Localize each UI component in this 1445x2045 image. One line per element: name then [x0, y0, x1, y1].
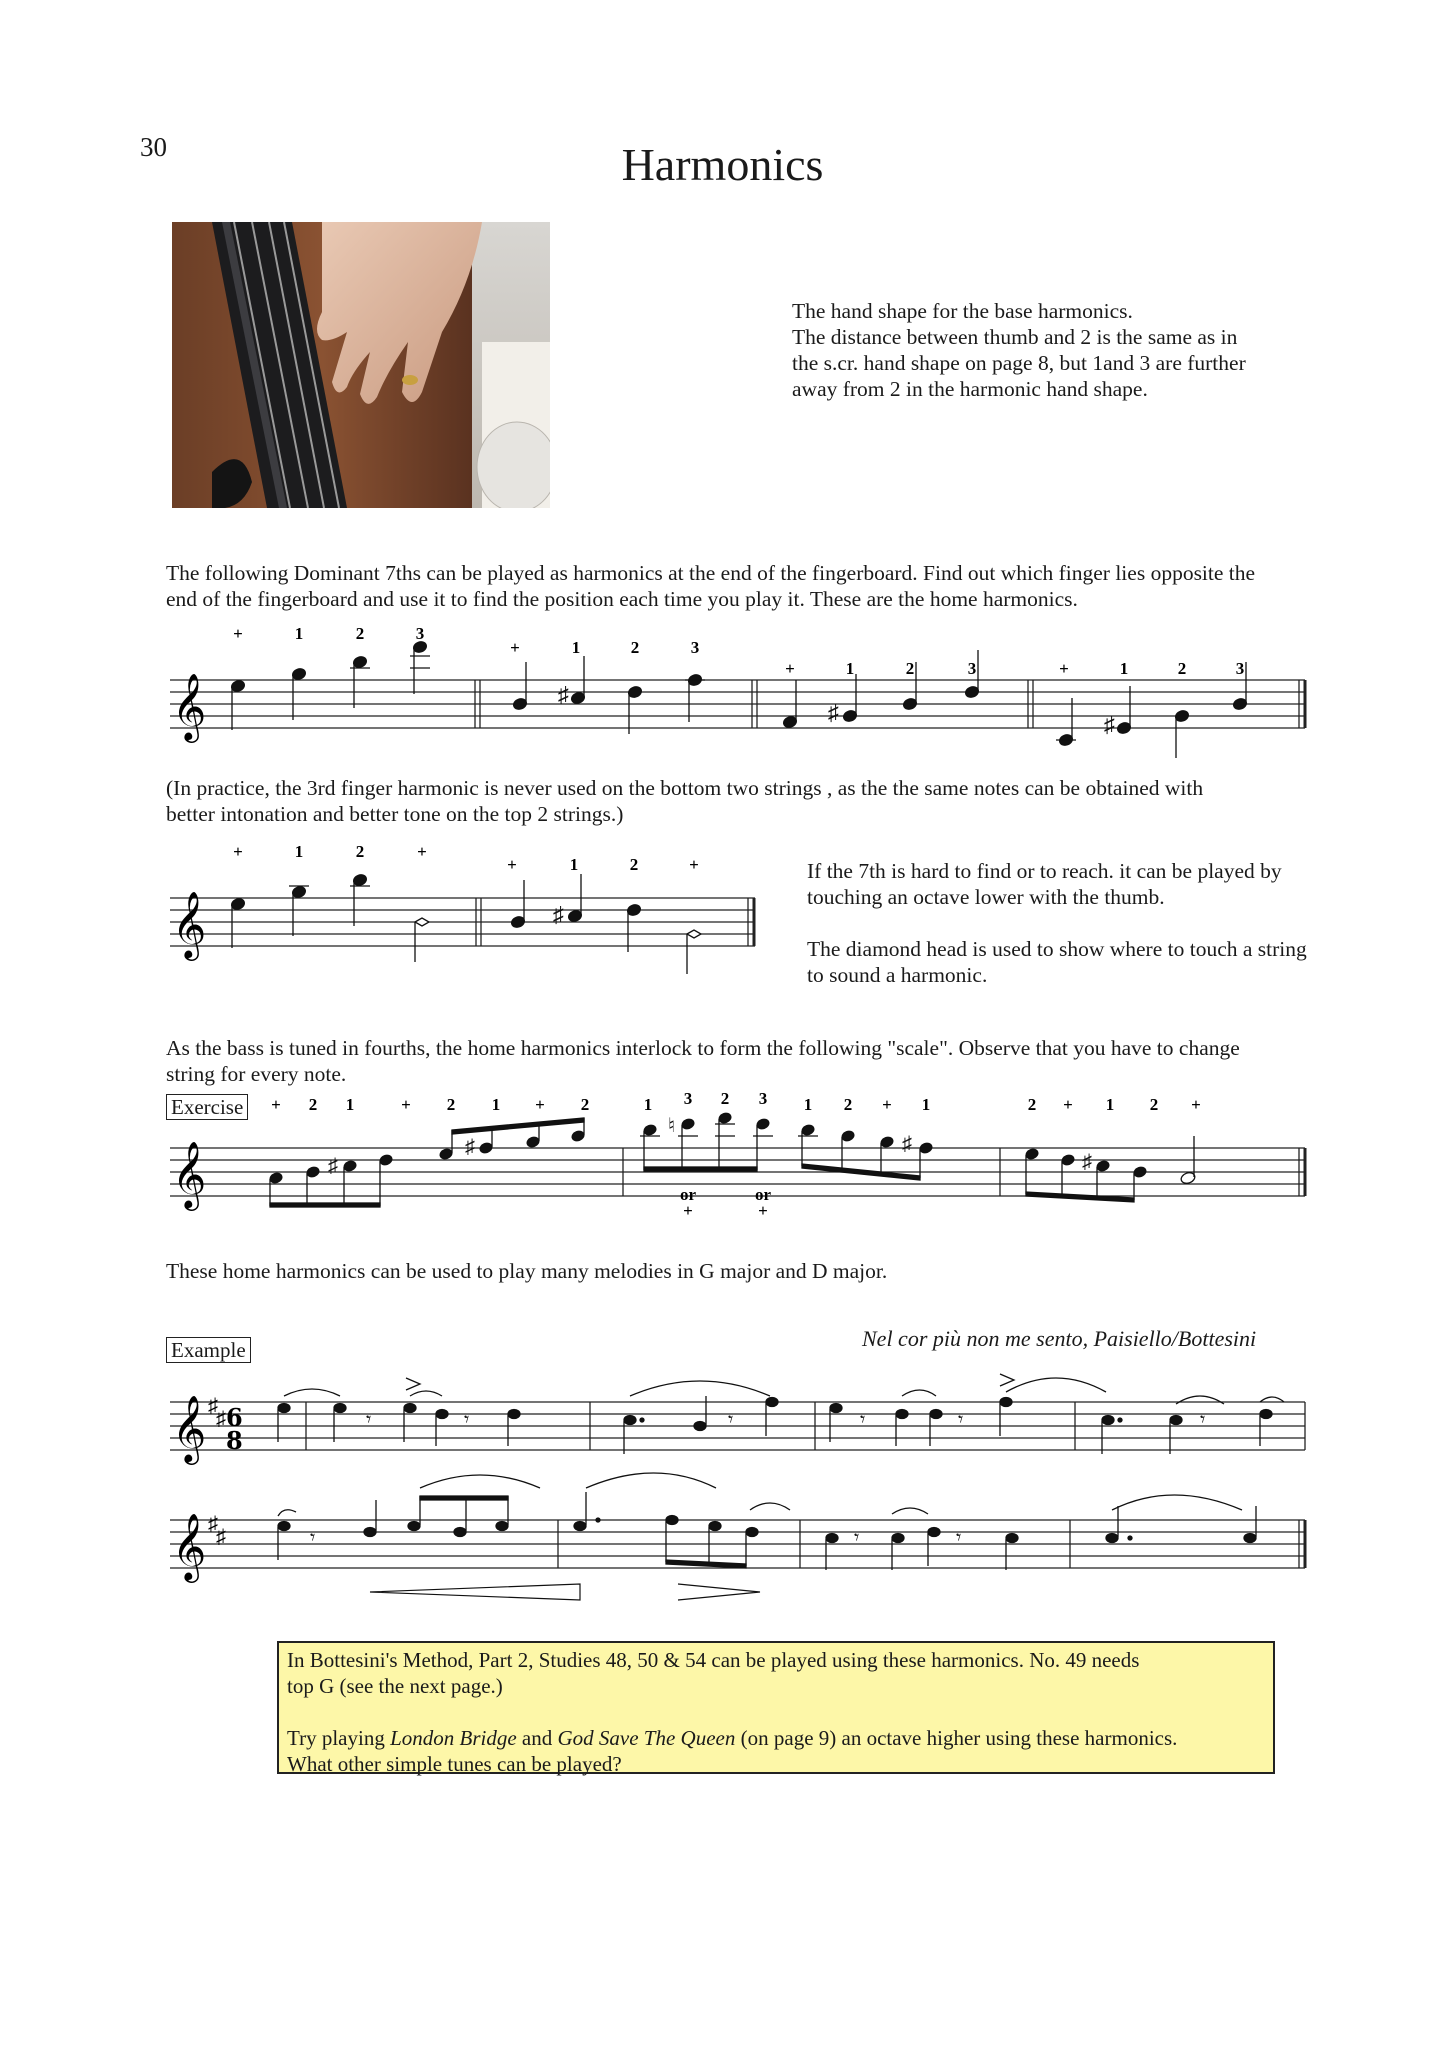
fingering: + [417, 842, 427, 861]
treble-clef-icon: 𝄞 [172, 672, 207, 740]
fingering: 2 [1177, 659, 1187, 678]
fingering: 3 [1235, 659, 1245, 678]
page-title: Harmonics [621, 139, 824, 190]
photo-caption [792, 298, 1252, 402]
fingering: 1 [491, 1095, 501, 1114]
fingering: 2 [720, 1090, 730, 1108]
practice-line-2: better intonation and better tone on the top 2 strings.) [166, 802, 624, 826]
fingering: 1 [1119, 659, 1129, 678]
fingering: 2 [308, 1095, 318, 1114]
fingering: 1 [571, 638, 581, 657]
sharp-icon: ♯ [208, 1513, 218, 1535]
sharp-icon: ♯ [216, 1526, 226, 1548]
fingering: + [689, 855, 699, 874]
sharp-icon: ♯ [216, 1408, 226, 1430]
svg-text:𝄾: 𝄾 [728, 1409, 734, 1431]
fingering: 2 [905, 659, 915, 678]
fingering: 3 [758, 1090, 768, 1108]
svg-text:♯: ♯ [1104, 712, 1115, 737]
fingering: 1 [643, 1095, 653, 1114]
or-plus: + [758, 1201, 768, 1220]
fingering: 1 [921, 1095, 931, 1114]
svg-text:𝄾: 𝄾 [956, 1527, 962, 1549]
svg-text:𝄾: 𝄾 [860, 1409, 866, 1431]
fingering: 1 [803, 1095, 813, 1114]
octave-touch-note [807, 858, 1307, 988]
svg-text:𝄾: 𝄾 [464, 1409, 470, 1431]
fingering: 1 [345, 1095, 355, 1114]
svg-text:♯: ♯ [465, 1136, 475, 1158]
svg-text:𝄾: 𝄾 [1200, 1409, 1206, 1431]
svg-text:♯: ♯ [553, 902, 564, 927]
exercise-label: Exercise [166, 1094, 248, 1120]
svg-text:♮: ♮ [668, 1115, 676, 1137]
svg-text:♯: ♯ [828, 700, 839, 725]
fingering: 2 [1149, 1095, 1159, 1114]
intro-paragraph [166, 560, 1316, 612]
fingering: 1 [845, 659, 855, 678]
intro-line-2: end of the fingerboard and use it to find the position each time you play it. These are the home harmonics. [166, 587, 1078, 611]
treble-clef-icon: 𝄞 [172, 890, 207, 958]
fingering: + [785, 659, 795, 678]
fingering: 3 [415, 624, 425, 643]
fingering: 2 [843, 1095, 853, 1114]
fingering: 3 [690, 638, 700, 657]
svg-text:♯: ♯ [902, 1133, 912, 1155]
fingering: 3 [683, 1090, 693, 1108]
fingering: 1 [1105, 1095, 1115, 1114]
fingering: + [233, 624, 243, 643]
page-number: 30 [140, 132, 167, 162]
info-box [277, 1641, 1275, 1774]
practice-note [166, 775, 1203, 827]
svg-text:𝄾: 𝄾 [958, 1409, 964, 1431]
octave-touch-staff [160, 832, 760, 982]
svg-text:𝄾: 𝄾 [310, 1527, 316, 1549]
fingering: 1 [294, 842, 304, 861]
fingering: + [401, 1095, 411, 1114]
fingering: + [1063, 1095, 1073, 1114]
info-line-4: What other simple tunes can be played? [287, 1752, 622, 1776]
svg-text:𝄾: 𝄾 [854, 1527, 860, 1549]
fingering: 2 [630, 638, 640, 657]
treble-clef-icon: 𝄞 [172, 1512, 207, 1580]
time-signature-bottom: 8 [226, 1426, 243, 1455]
intro-line-1: The following Dominant 7ths can be played as harmonics at the end of the fingerboard. Find out which finger lies opposite the [166, 561, 1256, 585]
fingering: + [233, 842, 243, 861]
treble-clef-icon: 𝄞 [172, 1140, 207, 1208]
fingering: + [535, 1095, 545, 1114]
or-label: or [679, 1185, 697, 1204]
side-text-2: The diamond head is used to show where to touch a string to sound a harmonic. [807, 937, 1307, 987]
fingering: + [1059, 659, 1069, 678]
svg-text:♯: ♯ [328, 1155, 338, 1177]
fingering: 1 [294, 624, 304, 643]
fingering: + [1191, 1095, 1201, 1114]
info-line-1: In Bottesini's Method, Part 2, Studies 48, 50 & 54 can be played using these harmonics. No. 49 needs [287, 1648, 1140, 1672]
scale-line-2: string for every note. [166, 1062, 347, 1086]
photo-caption-text: The hand shape for the base harmonics. The distance between thumb and 2 is the same as in the s.cr. hand shape on page 8, but 1and 3 are further away from 2 in the harmonic hand shape. [792, 299, 1246, 401]
fingering: + [507, 855, 517, 874]
fingering: 2 [355, 624, 365, 643]
melodies-paragraph: These home harmonics can be used to play many melodies in G major and D major. [166, 1259, 888, 1283]
piece-credit: Nel cor più non me sento, Paisiello/Bottesini [862, 1326, 1257, 1351]
hand-shape-photo [172, 222, 550, 508]
fingering: 3 [967, 659, 977, 678]
sharp-icon: ♯ [208, 1395, 218, 1417]
fingering: 2 [446, 1095, 456, 1114]
or-plus: + [683, 1201, 693, 1220]
fingering: 2 [1027, 1095, 1037, 1114]
london-bridge-title: London Bridge [390, 1726, 517, 1750]
scale-paragraph [166, 1035, 1240, 1087]
fingering: 2 [580, 1095, 590, 1114]
info-line-3: Try playing London Bridge and God Save The Queen (on page 9) an octave higher using these harmonics. [287, 1726, 1178, 1750]
fingering: + [882, 1095, 892, 1114]
time-signature-top: 6 [226, 1403, 243, 1432]
fingering: 2 [355, 842, 365, 861]
god-save-the-queen-title: God Save The Queen [557, 1726, 736, 1750]
example-staff [160, 1370, 1310, 1620]
scale-line-1: As the bass is tuned in fourths, the home harmonics interlock to form the following "scale". Observe that you have to change [166, 1036, 1240, 1060]
practice-line-1: (In practice, the 3rd finger harmonic is never used on the bottom two strings , as the the same notes can be obtained with [166, 776, 1204, 800]
svg-text:♯: ♯ [1082, 1151, 1092, 1173]
svg-text:𝄾: 𝄾 [366, 1409, 372, 1431]
side-text-1: If the 7th is hard to find or to reach. it can be played by touching an octave lower with the thumb. [807, 859, 1282, 909]
info-line-2: top G (see the next page.) [287, 1674, 503, 1698]
example-label: Example [166, 1337, 251, 1363]
fingering: 1 [569, 855, 579, 874]
fingering: + [271, 1095, 281, 1114]
fingering: + [510, 638, 520, 657]
fingering: 2 [629, 855, 639, 874]
svg-text:♯: ♯ [558, 682, 569, 707]
dominant-sevenths-staff [160, 622, 1310, 772]
exercise-staff [160, 1090, 1310, 1250]
or-label: or [754, 1185, 772, 1204]
treble-clef-icon: 𝄞 [172, 1394, 207, 1462]
